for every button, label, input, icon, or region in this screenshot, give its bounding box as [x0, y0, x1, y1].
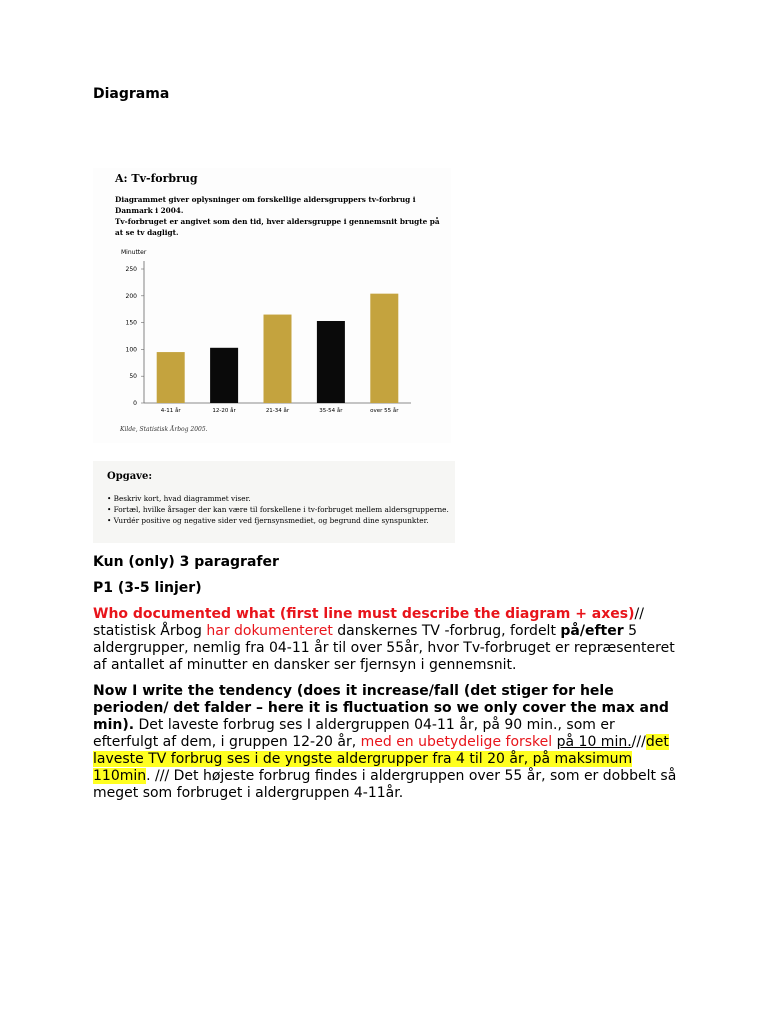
p2-instruction: Now I write the tendency (does it increase/fall (det stiger for hele perioden/ det falder – here it is fluctuation so we only cover the max and min). [93, 683, 669, 733]
y-tick-label: 100 [125, 346, 137, 354]
task-title: Opgave: [107, 471, 153, 482]
y-tick-label: 150 [125, 319, 137, 327]
p1-instruction: Who documented what (first line must describe the diagram + axes) [93, 606, 635, 622]
task-item: • Beskriv kort, hvad diagrammet viser. [107, 493, 449, 504]
x-tick-label: over 55 år [370, 408, 399, 414]
figure-source: Kilde, Statistisk Årbog 2005. [120, 426, 208, 433]
x-tick-label: 4-11 år [160, 408, 181, 414]
p1-text-2: danskernes TV -forbrug, fordelt [332, 623, 561, 639]
task-item: • Fortæl, hvilke årsager der kan være til forskellene i tv-forbruget mellem aldersgrupperne. [107, 504, 449, 515]
p2-text-4: . /// Det højeste forbrug findes i aldergruppen over 55 år, som er dobbelt så meget som forbruget i aldergruppen 4-11år. [93, 768, 677, 801]
y-tick-label: 0 [133, 400, 137, 407]
x-tick-label: 21-34 år [265, 408, 290, 414]
p2-red-text: med en ubetydelige forskel [360, 734, 553, 750]
bar-chart [93, 238, 451, 423]
figure-description-line-1: Diagrammet giver oplysninger om forskellige aldersgruppers tv-forbrug i Danmark i 2004. [115, 195, 416, 215]
figure-description-line-2: Tv-forbruget er angivet som den tid, hver aldersgruppe i gennemsnit brugte på at se tv dagligt. [115, 217, 440, 237]
figure-description [115, 194, 445, 238]
y-axis-label: Minutter [121, 249, 147, 256]
p1-text-3: 5 aldergrupper, nemlig fra 04-11 år til over 55år, hvor Tv-forbruget er repræsenteret af antallet af minutter en dansker ser fjernsyn i gennemsnit. [93, 623, 675, 673]
bar [210, 348, 238, 403]
bar [370, 294, 398, 403]
paragraph-1 [93, 606, 683, 674]
task-list [107, 493, 449, 526]
p2-text-3: /// [631, 734, 646, 750]
y-tick-label: 250 [125, 266, 137, 273]
paragraph-count-heading: Kun (only) 3 paragrafer [93, 554, 279, 570]
p2-highlighted-text: det laveste TV forbrug ses i de yngste aldergrupper fra 4 til 20 år, på maksimum 110min [93, 734, 669, 784]
y-tick-label: 50 [129, 373, 137, 381]
bar [264, 315, 292, 403]
task-box [93, 461, 455, 543]
bar [317, 321, 345, 403]
bar [157, 352, 185, 403]
figure-title: A: Tv-forbrug [115, 172, 198, 185]
body-text [93, 554, 683, 811]
p1-heading: P1 (3-5 linjer) [93, 580, 202, 596]
task-item: • Vurdér positive og negative sider ved fjernsynsmediet, og begrund dine synspunkter. [107, 515, 449, 526]
p1-text-1: // statistisk Årbog [93, 606, 644, 639]
chart-figure [93, 168, 451, 443]
y-tick-label: 200 [125, 292, 137, 300]
x-tick-label: 35-54 år [319, 408, 343, 414]
p2-underlined-text: på 10 min. [556, 734, 632, 750]
paragraph-2 [93, 683, 683, 802]
p1-red-text: har dokumenteret [206, 623, 333, 639]
page-heading: Diagrama [93, 86, 170, 102]
x-tick-label: 12-20 år [212, 408, 236, 414]
p1-bold-text: på/efter [560, 623, 624, 639]
p2-text-1: Det laveste forbrug ses I aldergruppen 04-11 år, på 90 min., som er efterfulgt af dem, i gruppen 12-20 år, [93, 717, 615, 750]
